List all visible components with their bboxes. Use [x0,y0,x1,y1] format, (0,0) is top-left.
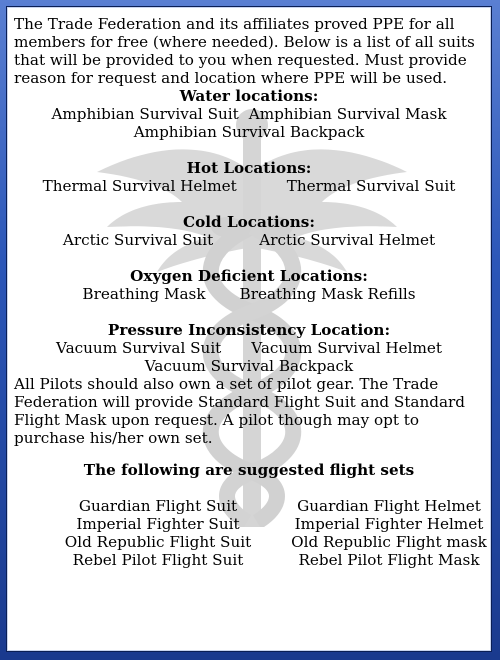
list-item: Thermal Survival Suit [286,177,456,195]
list-item: Guardian Flight Helmet [297,497,481,515]
section-heading-water: Water locations: [179,87,319,105]
list-item: Thermal Survival Helmet [42,177,237,195]
document-content [14,15,487,569]
document-panel [6,6,492,652]
oxygen-items-row [14,285,484,303]
section-heading-oxygen: Oxygen Deficient Locations: [130,267,368,285]
list-item: Amphibian Survival Suit [51,105,239,123]
section-heading-pressure: Pressure Inconsistency Location: [107,321,391,339]
list-item: Imperial Fighter Suit [76,515,240,533]
list-item: Old Republic Flight mask [291,533,487,551]
flight-sets-grid [44,497,487,569]
water-items-row [14,105,484,123]
intro-paragraph: The Trade Federation and its affiliates proved PPE for all members for free (where needed). Below is a list of all suits that will be provided to you when requested. Must provide reason for request and location where PPE will be used. [14,15,475,87]
section-heading-hot: Hot Locations: [186,159,312,177]
list-item: Old Republic Flight Suit [64,533,252,551]
list-item: Rebel Pilot Flight Mask [298,551,480,569]
hot-items-row [14,177,484,195]
list-item: Breathing Mask Refills [239,285,416,303]
list-item: Imperial Fighter Helmet [294,515,484,533]
pilot-note-paragraph: All Pilots should also own a set of pilot gear. The Trade Federation will provide Standard Flight Suit and Standard Flight Mask upon request. A pilot though may opt to purchase his/her own set. [14,375,466,447]
flight-sets-heading: The following are suggested flight sets [83,461,415,479]
list-item: Rebel Pilot Flight Suit [72,551,244,569]
list-item: Amphibian Survival Backpack [133,123,365,141]
list-item: Amphibian Survival Mask [248,105,447,123]
list-item: Arctic Survival Suit [62,231,214,249]
list-item: Arctic Survival Helmet [259,231,436,249]
list-item: Vacuum Survival Backpack [144,357,354,375]
section-heading-cold: Cold Locations: [183,213,315,231]
list-item: Breathing Mask [82,285,206,303]
pressure-items-row [14,339,484,357]
list-item: Guardian Flight Suit [78,497,238,515]
list-item: Vacuum Survival Helmet [251,339,442,357]
list-item: Vacuum Survival Suit [56,339,222,357]
cold-items-row [14,231,484,249]
